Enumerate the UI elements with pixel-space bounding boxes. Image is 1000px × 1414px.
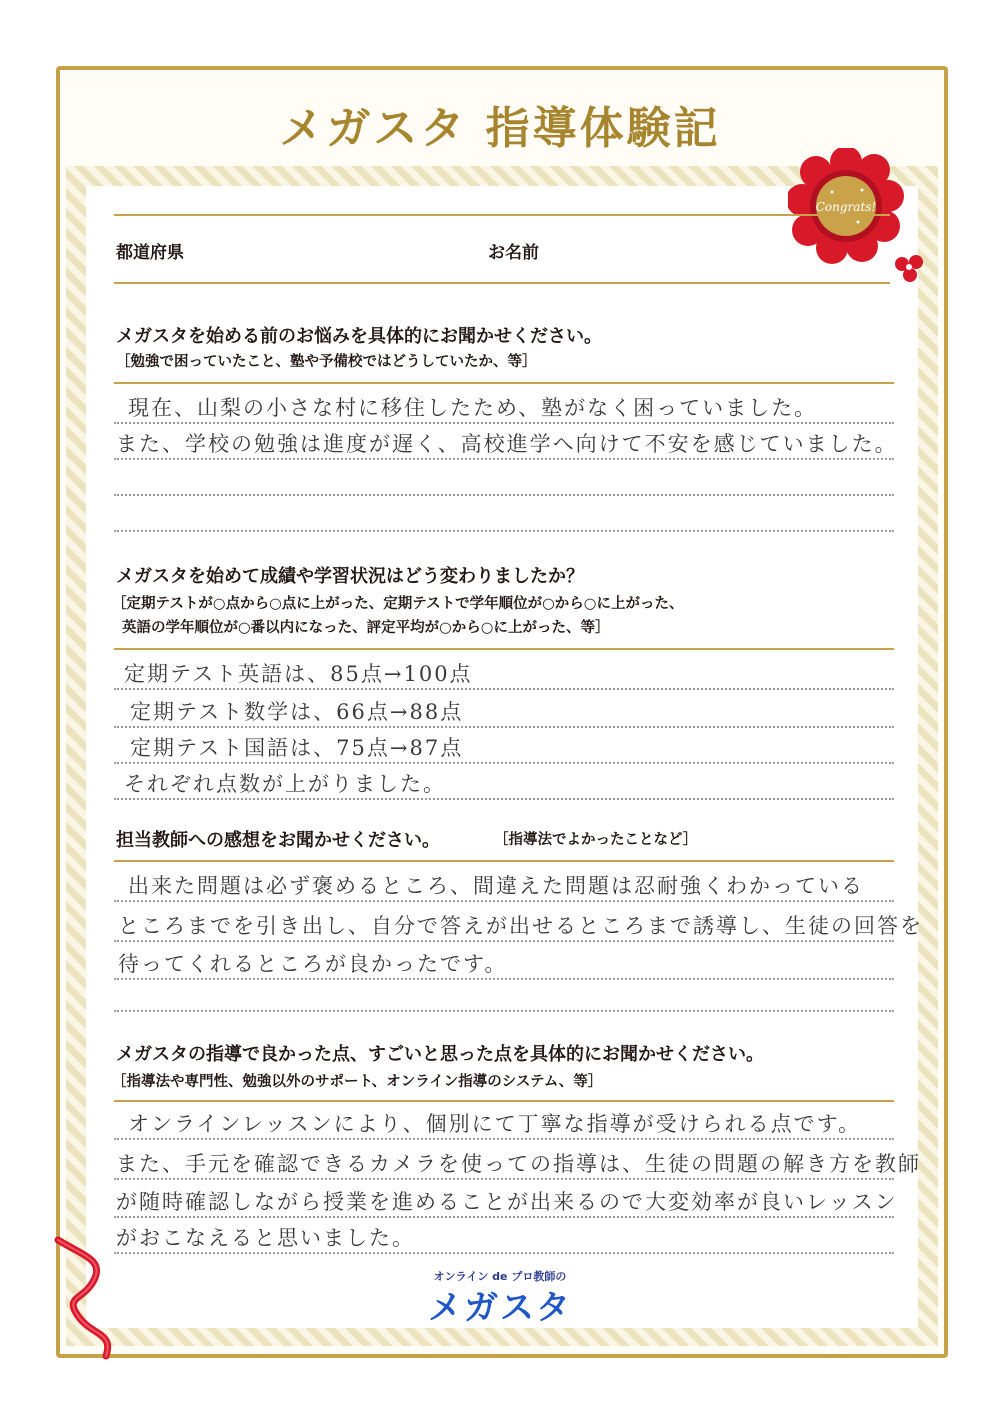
brand-tagline: オンライン de プロ教師の <box>433 1270 567 1283</box>
answer-4-top-line <box>114 1100 894 1102</box>
badge-text: Congrats! <box>815 200 877 214</box>
answer-3-line-1: 出来た問題は必ず褒めるところ、間違えた問題は忍耐強くわかっている <box>128 874 864 898</box>
question-3: 担当教師への感想をお聞かせください。 <box>116 830 440 851</box>
answer-3-rule <box>114 900 894 902</box>
answer-1-line-2: また、学校の勉強は進度が遅く、高校進学へ向けて不安を感じていました。 <box>116 432 898 456</box>
answer-1-rule <box>114 530 894 532</box>
answer-4-rule <box>114 1178 894 1180</box>
question-2-hint-1: ［定期テストが○点から○点に上がった、定期テストで学年順位が○から○に上がった、 <box>112 596 684 612</box>
header-bottom-line <box>114 282 890 284</box>
answer-1-top-line <box>114 382 894 384</box>
question-4-hint: ［指導法や専門性、勉強以外のサポート、オンライン指導のシステム、等］ <box>112 1074 603 1090</box>
answer-4-line-3: が随時確認しながら授業を進めることが出来るので大変効率が良いレッスン <box>116 1190 898 1214</box>
question-1: メガスタを始める前のお悩みを具体的にお聞かせください。 <box>116 326 602 347</box>
question-1-hint: ［勉強で困っていたこと、塾や予備校ではどうしていたか、等］ <box>116 354 537 370</box>
answer-2-top-line <box>114 648 894 650</box>
question-2: メガスタを始めて成績や学習状況はどう変わりましたか？ <box>116 566 584 587</box>
answer-4-line-2: また、手元を確認できるカメラを使っての指導は、生徒の問題の解き方を教師 <box>116 1152 921 1176</box>
answer-2-rule <box>114 726 894 728</box>
congrats-rosette-icon <box>788 148 904 264</box>
header-top-line <box>114 214 890 216</box>
answer-4-rule <box>114 1252 894 1254</box>
answer-3-rule <box>114 978 894 980</box>
answer-2-line-2: 定期テスト数学は、66点→88点 <box>130 700 464 724</box>
answer-2-rule <box>114 688 894 690</box>
megasta-logo: メガスタ <box>428 1288 572 1328</box>
prefecture-label: 都道府県 <box>116 243 184 263</box>
question-4: メガスタの指導で良かった点、すごいと思った点を具体的にお聞かせください。 <box>116 1044 764 1065</box>
page-title: メガスタ 指導体験記 <box>279 103 721 154</box>
answer-2-line-3: 定期テスト国語は、75点→87点 <box>130 736 464 760</box>
answer-2-rule <box>114 798 894 800</box>
clover-decoration-icon <box>890 250 930 286</box>
question-2-hint-2: 英語の学年順位が○番以内になった、評定平均が○から○に上がった、等］ <box>122 620 610 636</box>
answer-1-line-1: 現在、山梨の小さな村に移住したため、塾がなく困っていました。 <box>128 396 818 420</box>
answer-2-rule <box>114 762 894 764</box>
answer-1-rule <box>114 422 894 424</box>
answer-2-line-4: それぞれ点数が上がりました。 <box>124 772 446 796</box>
answer-3-line-3: 待ってくれるところが良かったです。 <box>118 952 508 976</box>
answer-3-rule <box>114 940 894 942</box>
answer-3-line-2: ところまでを引き出し、自分で答えが出せるところまで誘導し、生徒の回答を <box>118 914 923 938</box>
question-3-hint: ［指導法でよかったことなど］ <box>494 832 698 848</box>
answer-4-rule <box>114 1216 894 1218</box>
answer-2-line-1: 定期テスト英語は、85点→100点 <box>124 662 473 686</box>
answer-4-line-1: オンラインレッスンにより、個別にて丁寧な指導が受けられる点です。 <box>128 1112 861 1136</box>
answer-1-rule <box>114 458 894 460</box>
answer-1-rule <box>114 494 894 496</box>
answer-4-rule <box>114 1138 894 1140</box>
answer-4-line-4: がおこなえると思いました。 <box>116 1226 415 1250</box>
answer-3-top-line <box>114 860 894 862</box>
answer-3-rule <box>114 1010 894 1012</box>
name-label: お名前 <box>488 243 539 263</box>
